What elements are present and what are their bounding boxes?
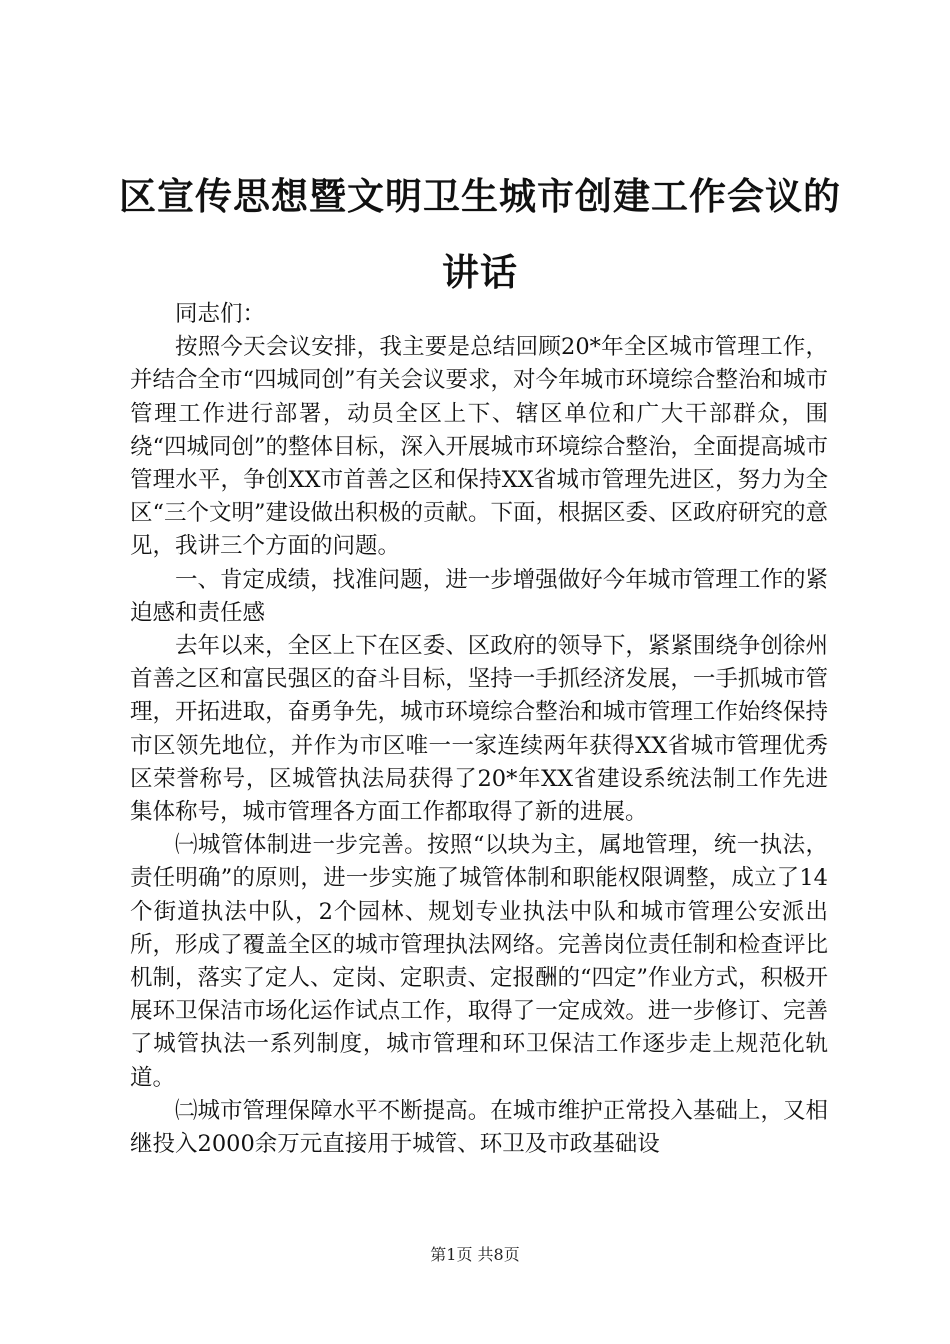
paragraph-item-2: ㈡城市管理保障水平不断提高。在城市维护正常投入基础上，又相继投入2000余万元直接用于城管、环卫及市政基础设 [130,1097,828,1158]
paragraph-achievements: 去年以来，全区上下在区委、区政府的领导下，紧紧围绕争创徐州首善之区和富民强区的奋斗目标，坚持一手抓经济发展，一手抓城市管理，开拓进取，奋勇争先，城市环境综合整治和城市管理工作始终保持市区领先地位，并作为市区唯一一家连续两年获得XX省城市管理优秀区荣誉称号，区城管执法局获得了20*年XX省建设系统法制工作先进集体称号，城市管理各方面工作都取得了新的进展。 [130,633,828,826]
paragraph-item-1: ㈠城管体制进一步完善。按照“以块为主，属地管理，统一执法，责任明确”的原则，进一步实施了城管体制和职能权限调整，成立了14个街道执法中队，2个园林、规划专业执法中队和城市管理公安派出所，形成了覆盖全区的城市管理执法网络。完善岗位责任制和检查评比机制，落实了定人、定岗、定职责、定报酬的“四定”作业方式，积极开展环卫保洁市场化运作试点工作，取得了一定成效。进一步修订、完善了城管执法一系列制度，城市管理和环卫保洁工作逐步走上规范化轨道。 [130,832,829,1091]
section-heading-1: 一、肯定成绩，找准问题，进一步增强做好今年城市管理工作的紧迫感和责任感 [130,566,828,626]
document-body [130,298,828,1161]
paragraph-intro: 按照今天会议安排，我主要是总结回顾20*年全区城市管理工作，并结合全市“四城同创”有关会议要求，对今年城市环境综合整治和城市管理工作进行部署，动员全区上下、辖区单位和广大干部群众，围绕“四城同创”的整体目标，深入开展城市环境综合整治，全面提高城市管理水平，争创XX市首善之区和保持XX省城市管理先进区，努力为全区“三个文明”建设做出积极的贡献。下面，根据区委、区政府研究的意见，我讲三个方面的问题。 [130,334,829,560]
salutation: 同志们： [175,301,266,327]
page-number-footer: 第1页 共8页 [430,1245,520,1264]
document-title: 区宣传思想暨文明卫生城市创建工作会议的讲话 [119,174,841,294]
